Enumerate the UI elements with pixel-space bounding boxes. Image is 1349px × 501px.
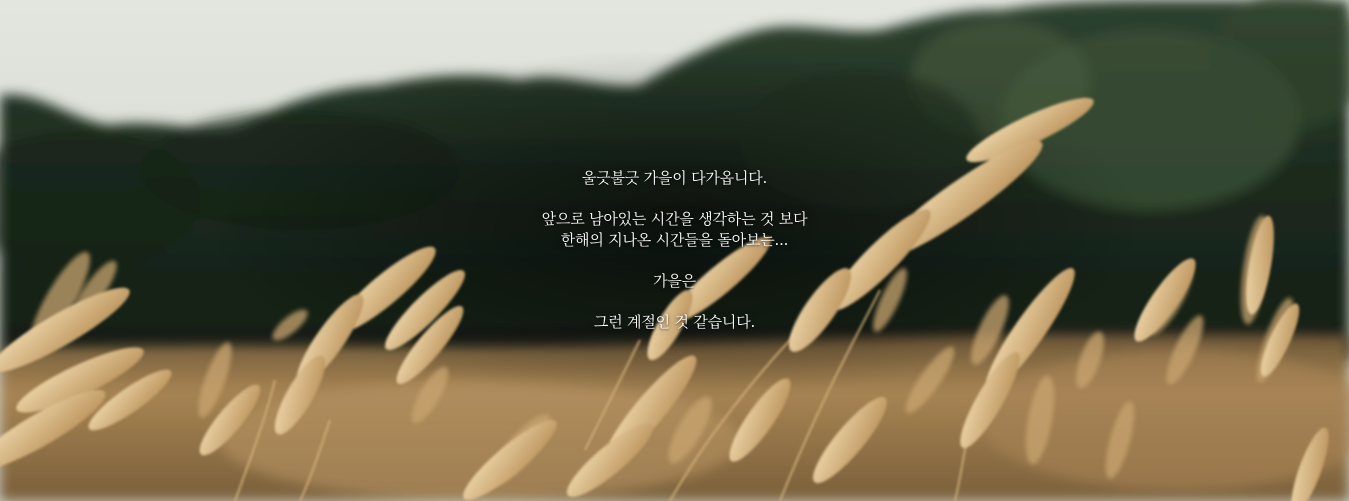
quote-line-4: 가을은 [653,272,696,290]
quote-line-3: 한해의 지나온 시간들을 돌아보는... [560,231,789,249]
quote-line-2: 앞으로 남아있는 시간을 생각하는 것 보다 [541,210,808,228]
quote-line-5: 그런 계절인 것 같습니다. [593,313,756,331]
quote-line-1: 울긋불긋 가을이 다가옵니다. [581,169,768,187]
